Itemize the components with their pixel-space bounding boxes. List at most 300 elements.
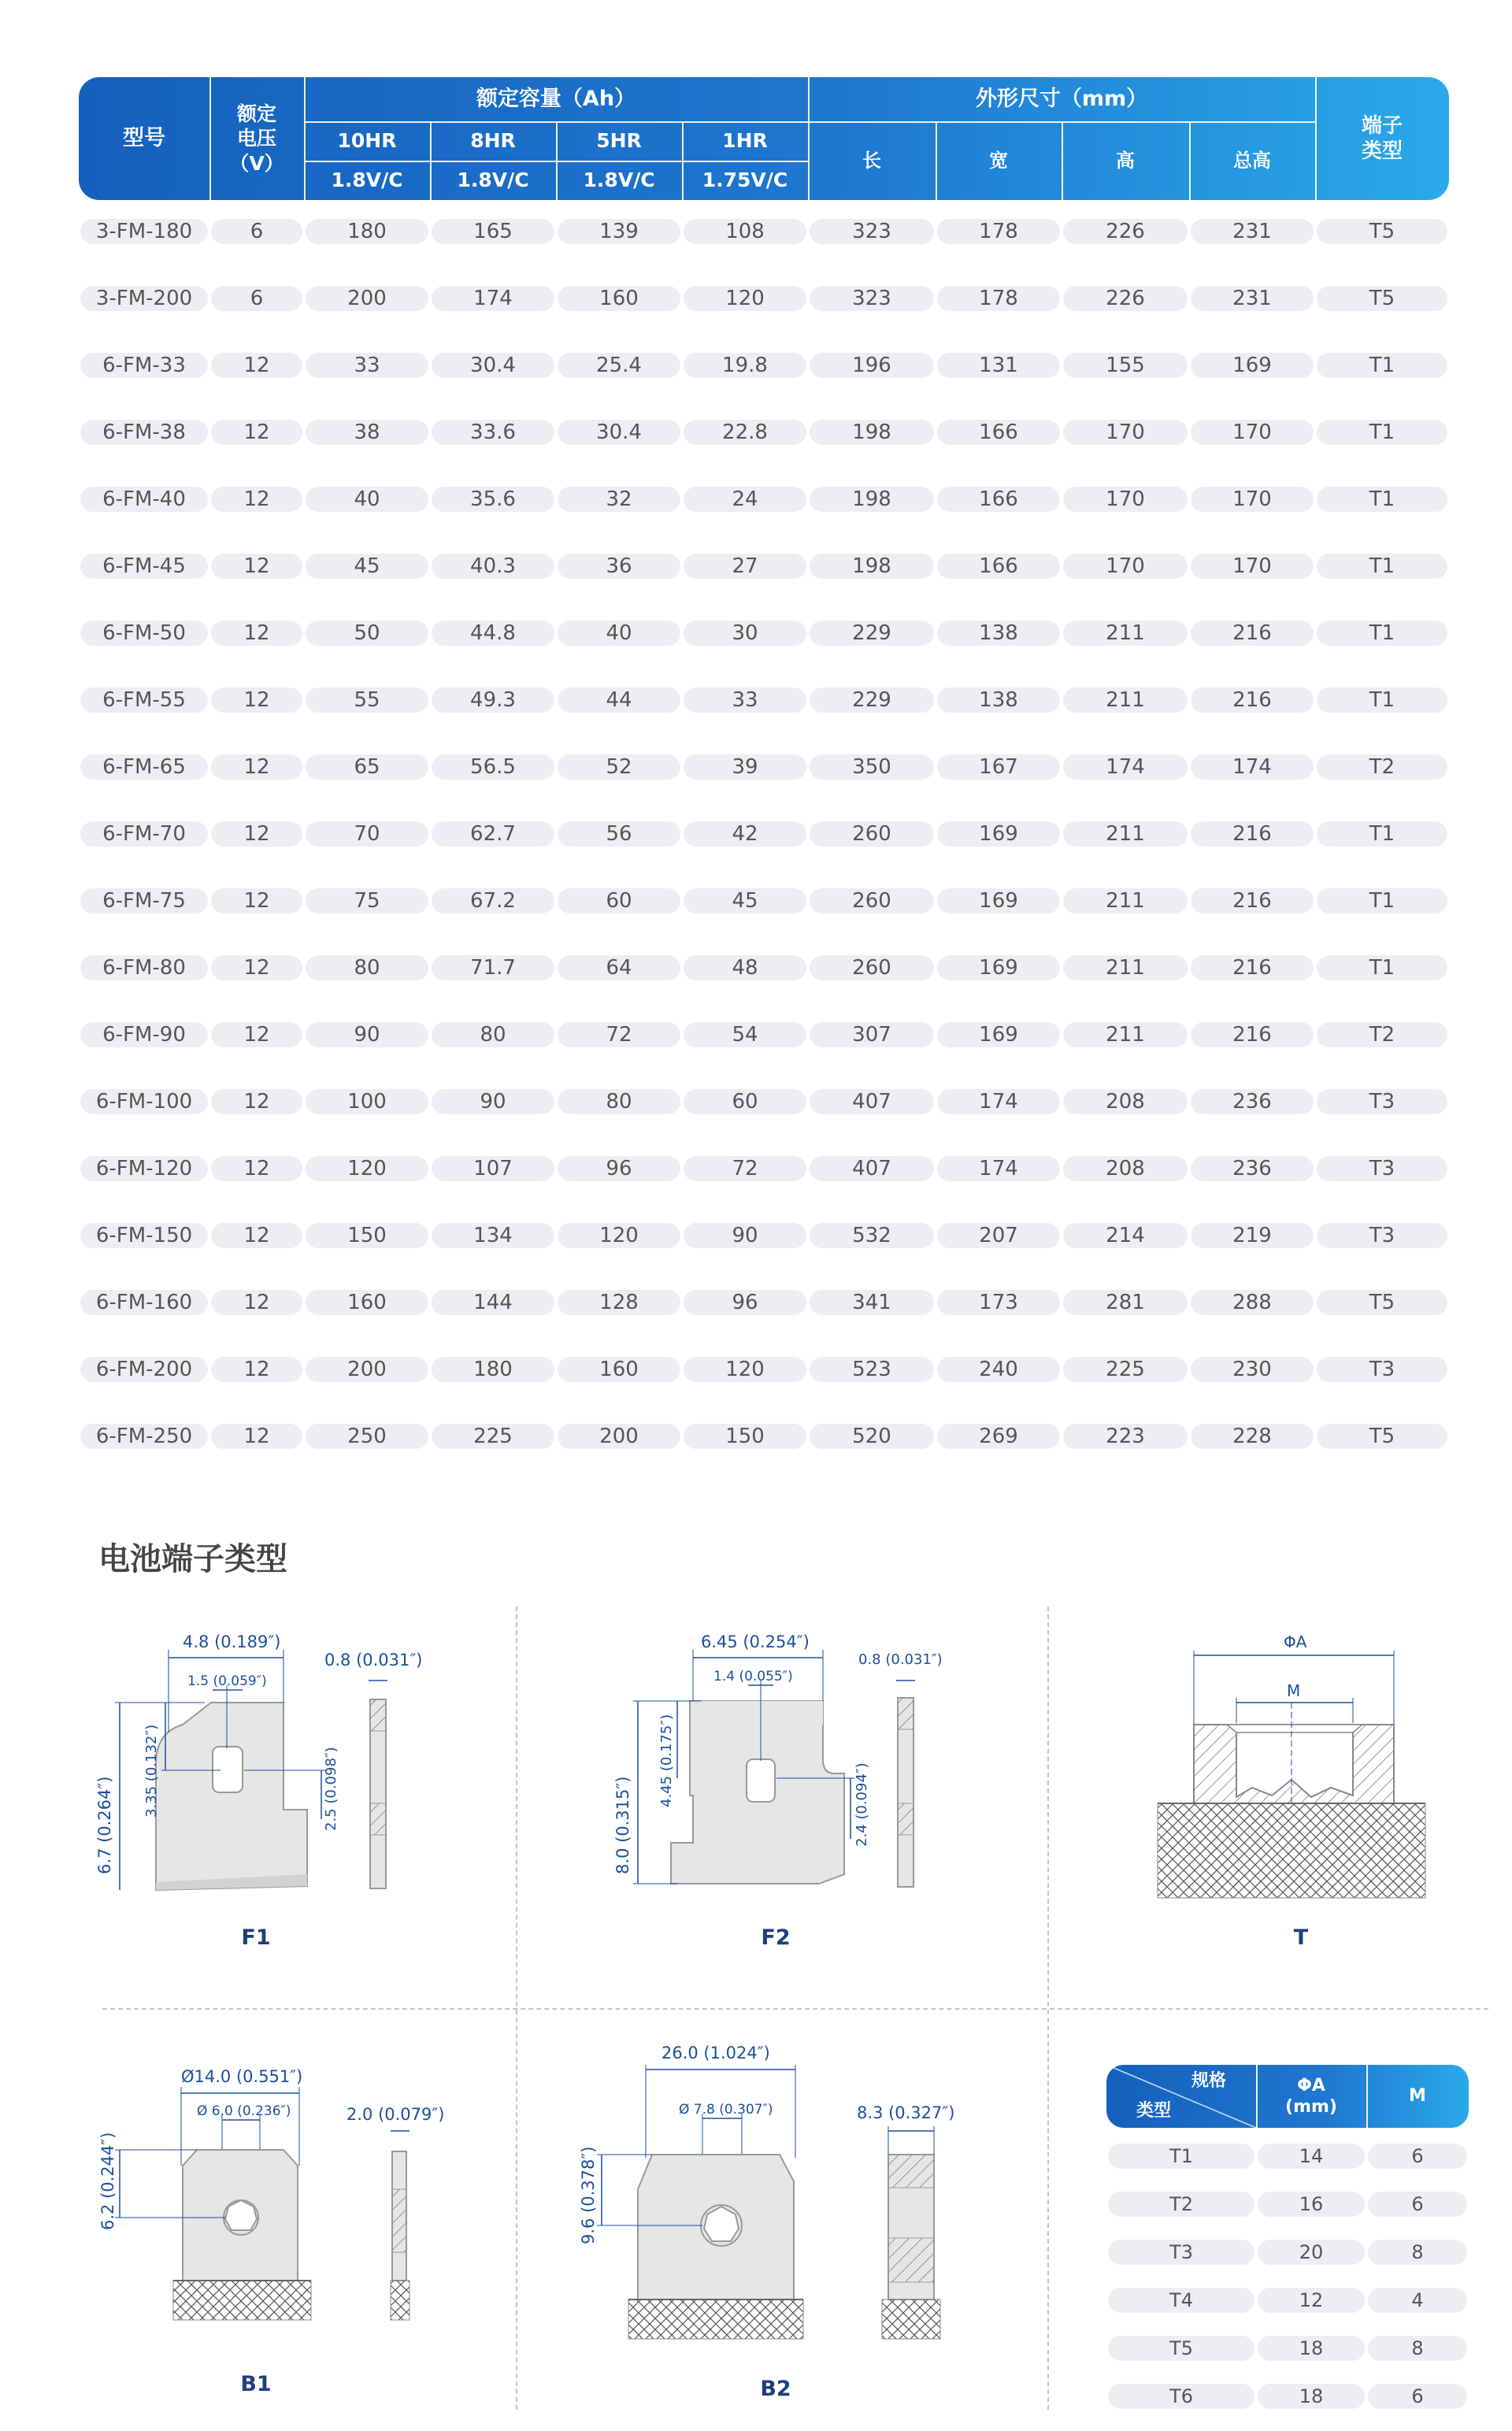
table-cell: 407 — [810, 1156, 934, 1181]
terminal-table-cell: 6 — [1368, 2192, 1467, 2217]
table-cell: 178 — [937, 219, 1060, 244]
table-cell: 260 — [810, 888, 934, 913]
table-row — [79, 621, 1449, 646]
table-cell: 40 — [558, 621, 680, 646]
table-cell: 22.8 — [684, 420, 806, 445]
table-cell: 229 — [810, 621, 934, 646]
table-cell: 281 — [1063, 1290, 1188, 1315]
table-cell: 44.8 — [432, 621, 554, 646]
header-voltage: 额定 电压 （V） — [229, 102, 284, 175]
table-cell: 12 — [211, 554, 302, 579]
table-row — [79, 1290, 1449, 1315]
f1-label: F1 — [241, 1925, 271, 1950]
table-cell: 169 — [1191, 353, 1314, 378]
table-cell: 214 — [1063, 1223, 1188, 1248]
table-row — [79, 1089, 1449, 1114]
table-cell: 128 — [558, 1290, 680, 1315]
table-cell: 120 — [558, 1223, 680, 1248]
table-cell: T5 — [1317, 1290, 1447, 1315]
header-capacity-rate: 1HR — [722, 129, 768, 153]
header-model: 型号 — [123, 126, 165, 151]
table-row — [79, 286, 1449, 311]
table-cell: 6-FM-150 — [80, 1223, 208, 1248]
table-cell: 96 — [558, 1156, 680, 1181]
table-cell: 174 — [937, 1089, 1060, 1114]
table-cell: 207 — [937, 1223, 1060, 1248]
table-cell: 90 — [432, 1089, 554, 1114]
table-cell: 231 — [1191, 286, 1314, 311]
table-cell: 6 — [211, 286, 302, 311]
table-cell: 75 — [306, 888, 428, 913]
table-cell: 169 — [937, 888, 1060, 913]
f1-hole-height-dim: 3.35 (0.132″) — [143, 1724, 160, 1818]
table-cell: 45 — [306, 554, 428, 579]
table-cell: 30 — [684, 621, 806, 646]
table-cell: 12 — [211, 1223, 302, 1248]
table-cell: 6-FM-45 — [80, 554, 208, 579]
table-cell: 12 — [211, 1022, 302, 1047]
b1-height-dim: 6.2 (0.244″) — [98, 2132, 117, 2230]
table-cell: 350 — [810, 754, 934, 780]
table-cell: 108 — [684, 219, 806, 244]
table-cell: T1 — [1317, 554, 1447, 579]
table-row — [79, 888, 1449, 913]
table-cell: 200 — [306, 286, 428, 311]
table-cell: 80 — [558, 1089, 680, 1114]
table-cell: 216 — [1191, 1022, 1314, 1047]
b2-label: B2 — [760, 2377, 791, 2401]
table-row — [79, 1022, 1449, 1047]
terminal-table-cell: 18 — [1258, 2384, 1365, 2409]
b1-hole-dim: Ø 6.0 (0.236″) — [197, 2103, 291, 2119]
f1-thickness-dim: 0.8 (0.031″) — [324, 1651, 423, 1669]
table-cell: 90 — [684, 1223, 806, 1248]
table-cell: 6-FM-250 — [80, 1424, 208, 1449]
table-cell: 55 — [306, 687, 428, 713]
b2-height-dim: 9.6 (0.378″) — [579, 2146, 598, 2244]
f1-height-dim: 6.7 (0.264″) — [95, 1776, 114, 1874]
b1-label: B1 — [240, 2372, 272, 2396]
table-cell: 12 — [211, 420, 302, 445]
table-cell: 33.6 — [432, 420, 554, 445]
table-cell: 229 — [810, 687, 934, 713]
table-cell: 6-FM-40 — [80, 487, 208, 512]
table-cell: 12 — [211, 487, 302, 512]
table-cell: T1 — [1317, 420, 1447, 445]
table-cell: 50 — [306, 621, 428, 646]
table-cell: 216 — [1191, 621, 1314, 646]
f2-thickness-dim: 0.8 (0.031″) — [858, 1651, 943, 1668]
table-row — [79, 353, 1449, 378]
table-cell: 138 — [937, 687, 1060, 713]
table-cell: T3 — [1317, 1089, 1447, 1114]
table-row — [79, 687, 1449, 713]
table-cell: 236 — [1191, 1089, 1314, 1114]
t-drawing — [1134, 1622, 1449, 1921]
table-cell: 341 — [810, 1290, 934, 1315]
f1-drawing — [87, 1614, 496, 1929]
table-cell: 12 — [211, 353, 302, 378]
table-cell: T2 — [1317, 754, 1447, 780]
terminal-table-cell: 14 — [1258, 2144, 1365, 2169]
table-cell: 12 — [211, 821, 302, 847]
table-cell: 6-FM-70 — [80, 821, 208, 847]
header-capacity-rate: 5HR — [596, 129, 642, 153]
table-cell: 165 — [432, 219, 554, 244]
table-cell: 6-FM-33 — [80, 353, 208, 378]
table-cell: 38 — [306, 420, 428, 445]
table-cell: T1 — [1317, 687, 1447, 713]
table-cell: T1 — [1317, 955, 1447, 980]
table-cell: 211 — [1063, 821, 1188, 847]
table-row — [79, 420, 1449, 445]
terminal-header-spec: 规格 — [1191, 2071, 1226, 2092]
table-cell: 3-FM-200 — [80, 286, 208, 311]
table-cell: 40.3 — [432, 554, 554, 579]
table-cell: 96 — [684, 1290, 806, 1315]
table-cell: 211 — [1063, 1022, 1188, 1047]
terminal-header-type: 类型 — [1136, 2101, 1171, 2122]
b1-width-dim: Ø14.0 (0.551″) — [181, 2067, 303, 2086]
terminal-table-cell: 20 — [1258, 2240, 1365, 2265]
table-cell: 40 — [306, 487, 428, 512]
t-outer-dim: ΦA — [1284, 1632, 1307, 1651]
table-cell: 160 — [558, 286, 680, 311]
f2-width-dim: 6.45 (0.254″) — [701, 1632, 810, 1651]
header-capacity-cutoff: 1.8V/C — [331, 169, 403, 192]
t-label: T — [1293, 1925, 1309, 1950]
table-cell: 167 — [937, 754, 1060, 780]
table-cell: 65 — [306, 754, 428, 780]
terminal-table-cell: T5 — [1108, 2336, 1254, 2361]
table-cell: 56.5 — [432, 754, 554, 780]
table-cell: 225 — [432, 1424, 554, 1449]
table-cell: 70 — [306, 821, 428, 847]
table-cell: T1 — [1317, 888, 1447, 913]
table-cell: 216 — [1191, 821, 1314, 847]
table-cell: 12 — [211, 754, 302, 780]
table-row — [79, 487, 1449, 512]
table-cell: 250 — [306, 1424, 428, 1449]
table-cell: 174 — [432, 286, 554, 311]
table-cell: 44 — [558, 687, 680, 713]
f1-inner-width-dim: 1.5 (0.059″) — [187, 1673, 267, 1689]
table-cell: 174 — [1063, 754, 1188, 780]
header-capacity-cutoff: 1.8V/C — [583, 169, 655, 192]
table-cell: 160 — [558, 1357, 680, 1382]
table-cell: 240 — [937, 1357, 1060, 1382]
table-cell: 80 — [306, 955, 428, 980]
table-cell: 52 — [558, 754, 680, 780]
table-cell: 138 — [937, 621, 1060, 646]
table-cell: 216 — [1191, 955, 1314, 980]
table-row — [79, 754, 1449, 780]
terminal-table-cell: T6 — [1108, 2384, 1254, 2409]
header-capacity-rate: 10HR — [337, 129, 397, 153]
table-cell: 30.4 — [558, 420, 680, 445]
table-row — [79, 1357, 1449, 1382]
table-cell: 260 — [810, 955, 934, 980]
header-capacity-cutoff: 1.75V/C — [702, 169, 788, 192]
table-cell: 12 — [211, 888, 302, 913]
spec-table-header — [79, 77, 1449, 200]
table-cell: 211 — [1063, 888, 1188, 913]
table-cell: 120 — [306, 1156, 428, 1181]
spec-table — [79, 77, 1449, 1448]
table-cell: 198 — [810, 487, 934, 512]
table-cell: 6-FM-38 — [80, 420, 208, 445]
table-cell: 407 — [810, 1089, 934, 1114]
table-cell: 169 — [937, 955, 1060, 980]
table-cell: 6-FM-65 — [80, 754, 208, 780]
table-row — [79, 1156, 1449, 1181]
table-cell: 60 — [558, 888, 680, 913]
b1-drawing — [87, 2047, 496, 2347]
table-cell: 12 — [211, 621, 302, 646]
table-row — [79, 219, 1449, 244]
table-cell: 180 — [306, 219, 428, 244]
table-cell: 144 — [432, 1290, 554, 1315]
table-cell: 225 — [1063, 1357, 1188, 1382]
terminal-table-cell: T1 — [1108, 2144, 1254, 2169]
b2-hole-dim: Ø 7.8 (0.307″) — [679, 2102, 773, 2118]
table-cell: T1 — [1317, 353, 1447, 378]
terminal-table-cell: 16 — [1258, 2192, 1365, 2217]
table-cell: 12 — [211, 1357, 302, 1382]
table-cell: 211 — [1063, 621, 1188, 646]
table-cell: 120 — [684, 286, 806, 311]
table-cell: 30.4 — [432, 353, 554, 378]
table-cell: 35.6 — [432, 487, 554, 512]
table-cell: 54 — [684, 1022, 806, 1047]
table-cell: 174 — [937, 1156, 1060, 1181]
table-cell: 72 — [684, 1156, 806, 1181]
header-length: 长 — [862, 150, 881, 172]
table-cell: 33 — [306, 353, 428, 378]
table-cell: 170 — [1063, 554, 1188, 579]
table-cell: 520 — [810, 1424, 934, 1449]
terminal-table-cell: 18 — [1258, 2336, 1365, 2361]
table-cell: 12 — [211, 1156, 302, 1181]
table-cell: 71.7 — [432, 955, 554, 980]
table-cell: 25.4 — [558, 353, 680, 378]
table-cell: 169 — [937, 821, 1060, 847]
header-total-height: 总高 — [1233, 150, 1271, 172]
f1-width-dim: 4.8 (0.189″) — [183, 1632, 281, 1651]
table-cell: 6-FM-200 — [80, 1357, 208, 1382]
table-cell: 62.7 — [432, 821, 554, 847]
table-cell: 288 — [1191, 1290, 1314, 1315]
table-cell: 196 — [810, 353, 934, 378]
b2-width-dim: 26.0 (1.024″) — [662, 2044, 770, 2062]
table-cell: T2 — [1317, 1022, 1447, 1047]
header-width: 宽 — [989, 150, 1008, 172]
table-cell: 72 — [558, 1022, 680, 1047]
table-cell: 236 — [1191, 1156, 1314, 1181]
table-cell: T3 — [1317, 1223, 1447, 1248]
header-capacity-rate: 8HR — [470, 129, 516, 153]
table-cell: 307 — [810, 1022, 934, 1047]
table-cell: 42 — [684, 821, 806, 847]
table-cell: 107 — [432, 1156, 554, 1181]
table-cell: 12 — [211, 955, 302, 980]
section-title: 电池端子类型 — [98, 1541, 287, 1577]
table-row — [79, 554, 1449, 579]
table-row — [79, 821, 1449, 847]
table-cell: 60 — [684, 1089, 806, 1114]
table-cell: T1 — [1317, 821, 1447, 847]
terminal-table-header — [1106, 2065, 1469, 2128]
table-cell: 6-FM-100 — [80, 1089, 208, 1114]
table-cell: 160 — [306, 1290, 428, 1315]
f2-drawing — [598, 1614, 1008, 1929]
table-cell: 120 — [684, 1357, 806, 1382]
table-cell: 230 — [1191, 1357, 1314, 1382]
f2-inner-width-dim: 1.4 (0.055″) — [713, 1669, 793, 1684]
b2-thickness-dim: 8.3 (0.327″) — [857, 2103, 955, 2122]
table-cell: 216 — [1191, 687, 1314, 713]
table-cell: 208 — [1063, 1156, 1188, 1181]
table-cell: 180 — [432, 1357, 554, 1382]
f2-height-dim: 8.0 (0.315″) — [613, 1776, 632, 1874]
table-cell: 170 — [1063, 420, 1188, 445]
table-cell: 216 — [1191, 888, 1314, 913]
terminal-table-cell: 8 — [1368, 2336, 1467, 2361]
table-cell: 56 — [558, 821, 680, 847]
terminal-table-cell: T2 — [1108, 2192, 1254, 2217]
table-cell: 226 — [1063, 286, 1188, 311]
table-cell: T3 — [1317, 1156, 1447, 1181]
f2-label: F2 — [761, 1925, 791, 1950]
table-cell: 6-FM-120 — [80, 1156, 208, 1181]
terminal-header-phi: ΦA (mm) — [1285, 2075, 1337, 2117]
table-cell: 150 — [684, 1424, 806, 1449]
header-capacity: 额定容量（Ah） — [476, 87, 636, 112]
t-inner-dim: M — [1287, 1681, 1301, 1700]
terminal-table-cell: 6 — [1368, 2384, 1467, 2409]
table-cell: 134 — [432, 1223, 554, 1248]
table-cell: 170 — [1191, 420, 1314, 445]
table-cell: 211 — [1063, 955, 1188, 980]
table-cell: 260 — [810, 821, 934, 847]
table-cell: 6-FM-55 — [80, 687, 208, 713]
table-cell: T5 — [1317, 286, 1447, 311]
table-cell: 48 — [684, 955, 806, 980]
table-cell: 228 — [1191, 1424, 1314, 1449]
table-cell: T5 — [1317, 1424, 1447, 1449]
table-cell: 6-FM-160 — [80, 1290, 208, 1315]
table-cell: 208 — [1063, 1089, 1188, 1114]
terminal-table-cell: 8 — [1368, 2240, 1467, 2265]
table-cell: 12 — [211, 687, 302, 713]
table-cell: 24 — [684, 487, 806, 512]
table-cell: 64 — [558, 955, 680, 980]
table-cell: 12 — [211, 1290, 302, 1315]
table-cell: 173 — [937, 1290, 1060, 1315]
table-cell: 6-FM-75 — [80, 888, 208, 913]
header-height: 高 — [1116, 150, 1135, 172]
table-cell: 223 — [1063, 1424, 1188, 1449]
b2-drawing — [567, 2032, 1008, 2347]
terminal-table-cell: 4 — [1368, 2288, 1467, 2313]
table-cell: 166 — [937, 420, 1060, 445]
table-cell: 269 — [937, 1424, 1060, 1449]
table-cell: 6 — [211, 219, 302, 244]
table-cell: 170 — [1191, 554, 1314, 579]
table-cell: 231 — [1191, 219, 1314, 244]
table-cell: 67.2 — [432, 888, 554, 913]
table-cell: 100 — [306, 1089, 428, 1114]
header-dimensions: 外形尺寸（mm） — [975, 87, 1148, 112]
table-cell: 131 — [937, 353, 1060, 378]
table-cell: 226 — [1063, 219, 1188, 244]
table-cell: 166 — [937, 487, 1060, 512]
table-cell: 12 — [211, 1089, 302, 1114]
table-cell: 523 — [810, 1357, 934, 1382]
table-cell: 219 — [1191, 1223, 1314, 1248]
f2-hole-offset-dim: 2.4 (0.094″) — [854, 1762, 870, 1847]
table-cell: T1 — [1317, 621, 1447, 646]
header-terminal: 端子 类型 — [1361, 113, 1403, 163]
table-cell: 323 — [810, 286, 934, 311]
terminal-header-m: M — [1409, 2086, 1426, 2107]
table-cell: 178 — [937, 286, 1060, 311]
table-cell: 27 — [684, 554, 806, 579]
divider — [102, 2008, 1488, 2010]
table-cell: 198 — [810, 420, 934, 445]
table-cell: 200 — [558, 1424, 680, 1449]
table-cell: 49.3 — [432, 687, 554, 713]
terminal-table-cell: T3 — [1108, 2240, 1254, 2265]
f2-hole-height-dim: 4.45 (0.175″) — [658, 1714, 675, 1807]
table-cell: 211 — [1063, 687, 1188, 713]
table-cell: 80 — [432, 1022, 554, 1047]
terminal-table-cell: 6 — [1368, 2144, 1467, 2169]
table-cell: 39 — [684, 754, 806, 780]
table-cell: T3 — [1317, 1357, 1447, 1382]
table-cell: 6-FM-80 — [80, 955, 208, 980]
terminal-table-cell: T4 — [1108, 2288, 1254, 2313]
b1-thickness-dim: 2.0 (0.079″) — [346, 2105, 445, 2124]
table-cell: 200 — [306, 1357, 428, 1382]
table-cell: T1 — [1317, 487, 1447, 512]
table-cell: 532 — [810, 1223, 934, 1248]
table-cell: 45 — [684, 888, 806, 913]
terminal-table-cell: 12 — [1258, 2288, 1365, 2313]
table-cell: 198 — [810, 554, 934, 579]
table-cell: 139 — [558, 219, 680, 244]
table-cell: 170 — [1191, 487, 1314, 512]
table-cell: T5 — [1317, 219, 1447, 244]
table-cell: 150 — [306, 1223, 428, 1248]
table-row — [79, 1424, 1449, 1449]
table-cell: 155 — [1063, 353, 1188, 378]
table-cell: 169 — [937, 1022, 1060, 1047]
table-cell: 32 — [558, 487, 680, 512]
f1-hole-offset-dim: 2.5 (0.098″) — [323, 1747, 339, 1831]
table-cell: 90 — [306, 1022, 428, 1047]
table-cell: 3-FM-180 — [80, 219, 208, 244]
table-cell: 170 — [1063, 487, 1188, 512]
table-cell: 19.8 — [684, 353, 806, 378]
table-cell: 36 — [558, 554, 680, 579]
table-cell: 6-FM-50 — [80, 621, 208, 646]
table-row — [79, 955, 1449, 980]
table-cell: 323 — [810, 219, 934, 244]
table-cell: 174 — [1191, 754, 1314, 780]
header-capacity-cutoff: 1.8V/C — [457, 169, 529, 192]
table-cell: 166 — [937, 554, 1060, 579]
